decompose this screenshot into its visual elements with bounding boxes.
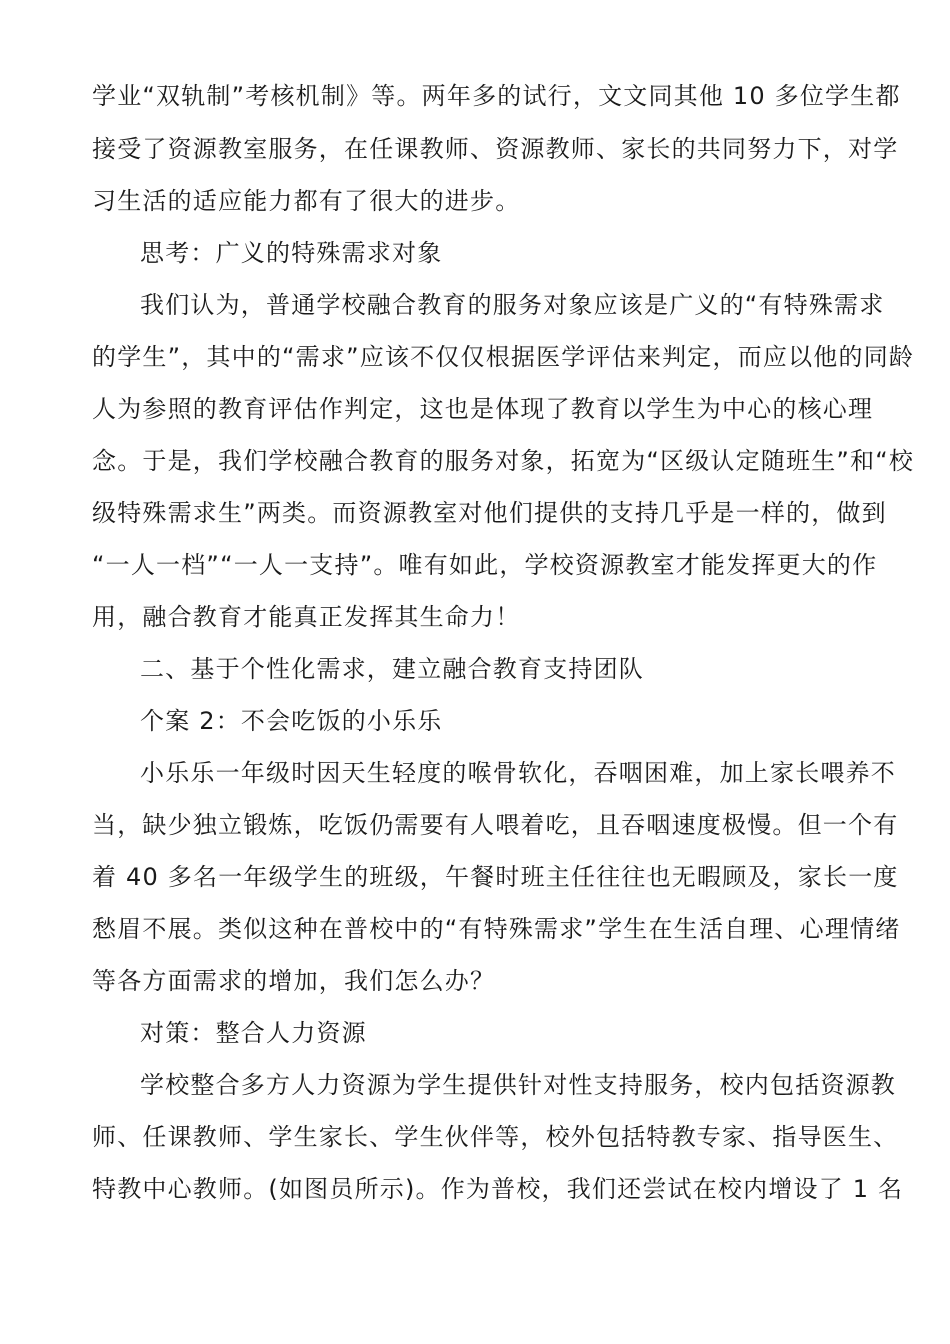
paragraph-line: “一人一档”“一人一支持”。唯有如此，学校资源教室才能发挥更大的作 [92, 551, 878, 579]
paragraph-line: 的学生”，其中的“需求”应该不仅仅根据医学评估来判定，而应以他的同龄 [92, 343, 915, 371]
paragraph-line: 等各方面需求的增加，我们怎么办？ [92, 967, 496, 995]
paragraph-line: 着 40 多名一年级学生的班级，午餐时班主任往往也无暇顾及，家长一度 [92, 863, 899, 891]
paragraph-line: 师、任课教师、学生家长、学生伙伴等，校外包括特教专家、指导医生、 [92, 1123, 899, 1151]
paragraph-line: 愁眉不展。类似这种在普校中的“有特殊需求”学生在生活自理、心理情绪 [92, 915, 901, 943]
section-heading: 思考：广义的特殊需求对象 [140, 239, 443, 267]
paragraph-line: 习生活的适应能力都有了很大的进步。 [92, 187, 521, 215]
paragraph-line: 特教中心教师。(如图员所示)。作为普校，我们还尝试在校内增设了 1 名 [92, 1175, 904, 1203]
paragraph-line: 念。于是，我们学校融合教育的服务对象，拓宽为“区级认定随班生”和“校 [92, 447, 915, 475]
paragraph-line: 我们认为，普通学校融合教育的服务对象应该是广义的“有特殊需求 [140, 291, 885, 319]
section-heading: 二、基于个性化需求，建立融合教育支持团队 [140, 655, 644, 683]
paragraph-line: 学业“双轨制”考核机制》等。两年多的试行，文文同其他 10 多位学生都 [92, 82, 901, 110]
paragraph-line: 当，缺少独立锻炼，吃饭仍需要有人喂着吃，且吞咽速度极慢。但一个有 [92, 811, 899, 839]
paragraph-line: 用，融合教育才能真正发挥其生命力！ [92, 603, 521, 631]
paragraph-line: 小乐乐一年级时因天生轻度的喉骨软化，吞咽困难，加上家长喂养不 [140, 759, 896, 787]
paragraph-line: 级特殊需求生”两类。而资源教室对他们提供的支持几乎是一样的，做到 [92, 499, 887, 527]
paragraph-line: 人为参照的教育评估作判定，这也是体现了教育以学生为中心的核心理 [92, 395, 874, 423]
paragraph-line: 学校整合多方人力资源为学生提供针对性支持服务，校内包括资源教 [140, 1071, 896, 1099]
case-heading: 个案 2：不会吃饭的小乐乐 [140, 707, 443, 735]
paragraph-line: 接受了资源教室服务，在任课教师、资源教师、家长的共同努力下，对学 [92, 135, 899, 163]
section-heading: 对策：整合人力资源 [140, 1019, 367, 1047]
